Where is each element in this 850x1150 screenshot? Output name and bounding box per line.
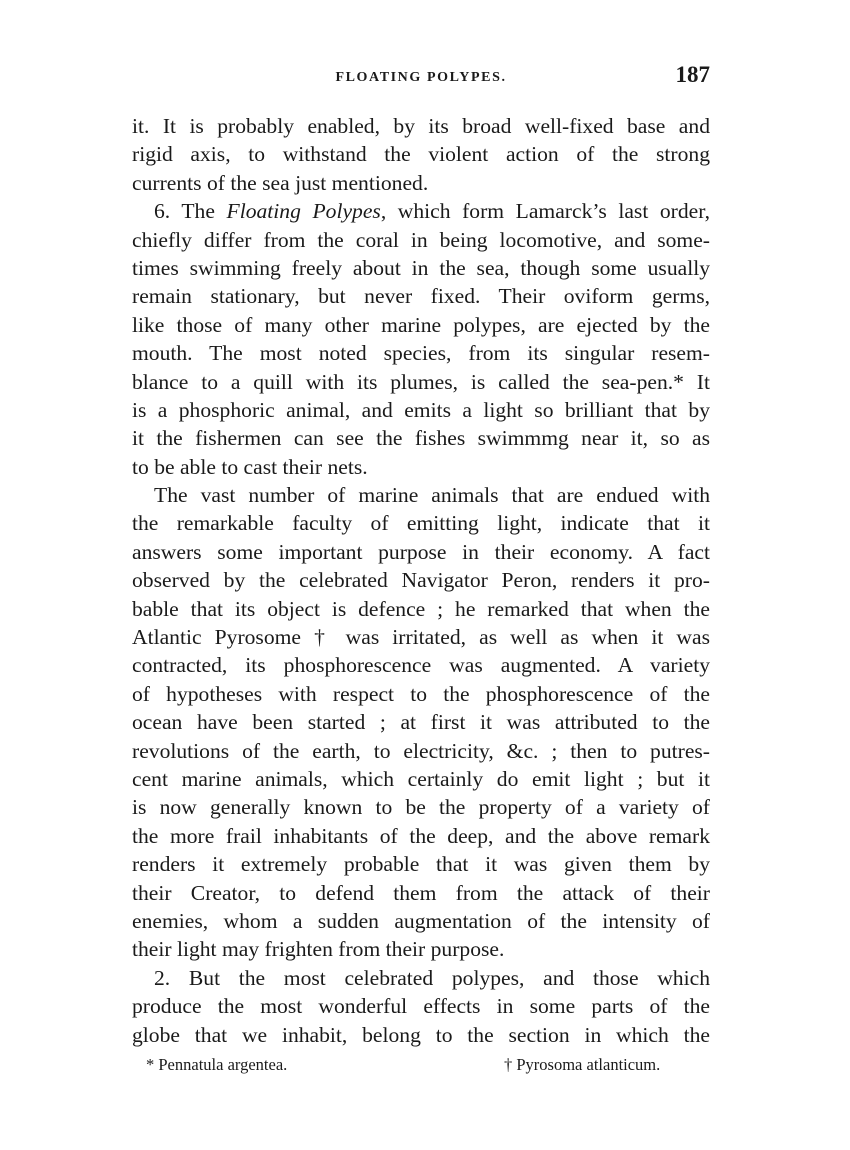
- text-line: their light may frighten from their purpose.: [132, 937, 505, 962]
- text-line: remain stationary, but never fixed. Their oviform germs,: [132, 284, 710, 309]
- text-line: to be able to cast their nets.: [132, 454, 368, 479]
- text-line: renders it extremely probable that it was given them by: [132, 852, 710, 877]
- text-line: the more frail inhabitants of the deep, and the above remark: [132, 823, 710, 848]
- text-line: is a phosphoric animal, and emits a light so brilliant that by: [132, 397, 710, 422]
- text-line: answers some important purpose in their economy. A fact: [132, 539, 710, 564]
- text-line: The vast number of marine animals that are endued with: [154, 483, 710, 508]
- running-head: [132, 62, 710, 98]
- text-line: of hypotheses with respect to the phosphorescence of the: [132, 681, 710, 706]
- text-line: observed by the celebrated Navigator Peron, renders it pro-: [132, 568, 710, 593]
- text-line: bable that its object is defence ; he remarked that when the: [132, 596, 710, 621]
- text-line: ocean have been started ; at first it was attributed to the: [132, 710, 710, 735]
- text-line: it the fishermen can see the fishes swimmmg near it, so as: [132, 426, 710, 451]
- text-line: their Creator, to defend them from the attack of their: [132, 880, 710, 905]
- text-line: is now generally known to be the property of a variety of: [132, 795, 710, 820]
- text-line: revolutions of the earth, to electricity, &c. ; then to putres-: [132, 738, 710, 763]
- text-line: times swimming freely about in the sea, though some usually: [132, 255, 710, 280]
- text-line: blance to a quill with its plumes, is called the sea-pen.* It: [132, 369, 710, 394]
- body-text: [132, 112, 710, 1049]
- text-line: currents of the sea just mentioned.: [132, 170, 429, 195]
- footnote-pyrosome: † Pyrosoma atlanticum.: [504, 1054, 661, 1074]
- running-title: FLOATING POLYPES.: [335, 70, 507, 85]
- footnotes: [132, 1055, 710, 1083]
- text-line: the remarkable faculty of emitting light, indicate that it: [132, 511, 710, 536]
- text-line: globe that we inhabit, belong to the section in which the: [132, 1022, 710, 1047]
- text-line: cent marine animals, which certainly do emit light ; but it: [132, 766, 710, 791]
- page-number: 187: [675, 62, 710, 87]
- text-line: 6. The Floating Polypes, which form Lamarck’s last order,: [154, 199, 710, 224]
- text-line: 2. But the most celebrated polypes, and those which: [154, 965, 710, 990]
- text-line: enemies, whom a sudden augmentation of the intensity of: [132, 908, 710, 933]
- text-line: like those of many other marine polypes, are ejected by the: [132, 312, 710, 337]
- text-line: Atlantic Pyrosome † was irritated, as well as when it was: [132, 625, 710, 650]
- book-page: [132, 62, 710, 1083]
- text-line: it. It is probably enabled, by its broad well-fixed base and: [132, 114, 710, 138]
- text-line: produce the most wonderful effects in some parts of the: [132, 994, 710, 1019]
- text-line: contracted, its phosphorescence was augmented. A variety: [132, 653, 710, 678]
- text-line: chiefly differ from the coral in being locomotive, and some-: [132, 227, 710, 252]
- text-line: mouth. The most noted species, from its singular resem-: [132, 341, 710, 366]
- footnote-sea-pen: * Pennatula argentea.: [146, 1054, 288, 1074]
- text-line: rigid axis, to withstand the violent action of the strong: [132, 142, 710, 167]
